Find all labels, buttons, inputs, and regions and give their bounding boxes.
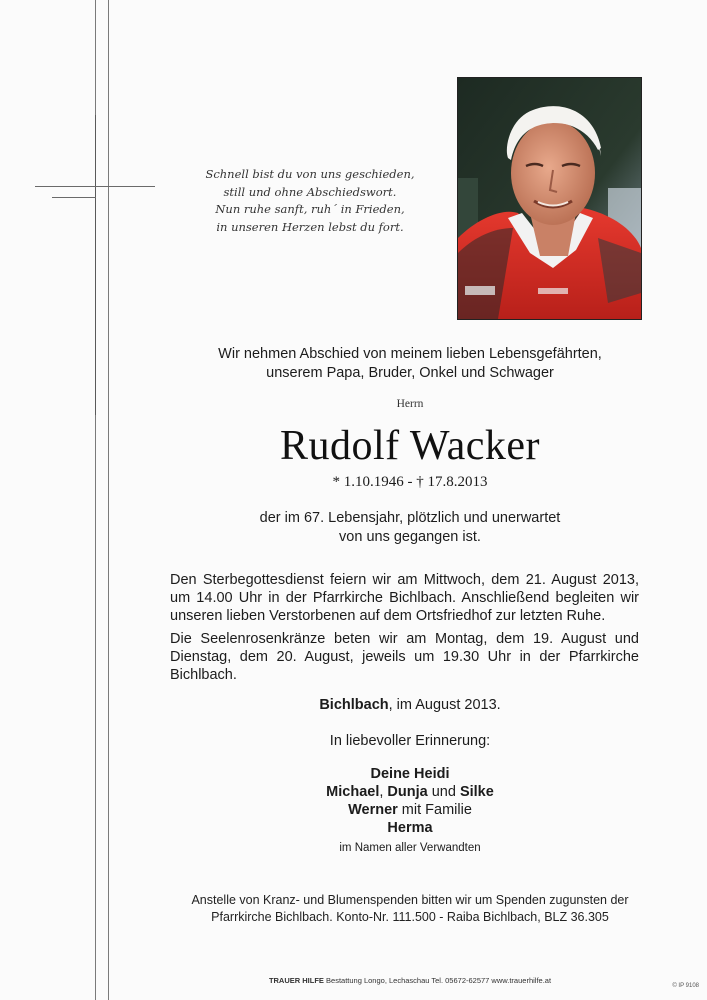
footer-brand: TRAUER HILFE [268,976,324,985]
place-date [160,697,660,713]
salutation: Herrn [396,398,424,410]
family-member: Michael [326,784,380,800]
life-dates: * 1.10.1946 - † 17.8.2013 [332,474,488,490]
footer-credit [230,976,590,985]
rosary-paragraph: Die Seelenrosenkränze beten wir am Montag, dem 19. August und Dienstag, dem 20. August, jeweils um 19.30 Uhr in der Pfarrkirche Bichlbach. [170,631,639,683]
family-member: Silke [459,784,494,800]
cross-horizontal-beam-lower [52,197,96,198]
cross-horizontal-beam [35,186,155,187]
intro-line: Wir nehmen Abschied von meinem lieben Lebensgefährten, [218,346,602,362]
poem-line: still und ohne Abschiedswort. [223,184,397,199]
document-code: © IP 9108 [672,983,699,989]
donation-note [160,892,660,926]
place-date-rest: , im August 2013. [388,697,501,713]
memory-heading: In liebevoller Erinnerung: [329,733,491,749]
age-line: von uns gegangen ist. [339,529,481,545]
family-member: Werner [348,802,398,818]
poem-line: Schnell bist du von uns geschieden, [205,167,415,181]
poem [205,166,415,236]
portrait-photo [457,77,642,320]
funeral-paragraph: Den Sterbegottesdienst feiern wir am Mittwoch, dem 21. August 2013, um 14.00 Uhr in der Pfarrkirche Bichlbach. Anschließend begleiten wir unseren lieben Verstorbenen auf dem Ortsfriedhof zur letzten Ruhe. [170,572,639,624]
cross-vertical-line-right [108,0,109,1000]
family-member: Dunja [387,784,428,800]
place-town: Bichlbach [319,697,389,713]
deceased-name: Rudolf Wacker [279,423,541,469]
cross-vertical-accent [95,115,96,415]
family-member: Deine Heidi [370,766,450,782]
donation-line: Anstelle von Kranz- und Blumenspenden bitten wir um Spenden zugunsten der [191,893,629,907]
portrait-illustration [458,78,641,319]
footer-details: Bestattung Longo, Lechaschau Tel. 05672-62577 www.trauerhilfe.at [323,976,552,985]
family-member-suffix: mit Familie [397,802,472,818]
separator: , [379,784,388,800]
intro-line: unserem Papa, Bruder, Onkel und Schwager [266,365,554,381]
poem-line: in unseren Herzen lebst du fort. [216,219,404,234]
intro-text [160,345,660,383]
age-text [160,509,660,547]
donation-line: Pfarrkirche Bichlbach. Konto-Nr. 111.500 - Raiba Bichlbach, BLZ 36.305 [211,910,609,924]
family-list [160,765,660,837]
age-line: der im 67. Lebensjahr, plötzlich und unerwartet [259,510,561,526]
relatives-note: im Namen aller Verwandten [339,842,481,854]
family-member: Herma [387,820,433,836]
poem-line: Nun ruhe sanft, ruh´ in Frieden, [215,202,405,216]
separator: und [427,784,460,800]
